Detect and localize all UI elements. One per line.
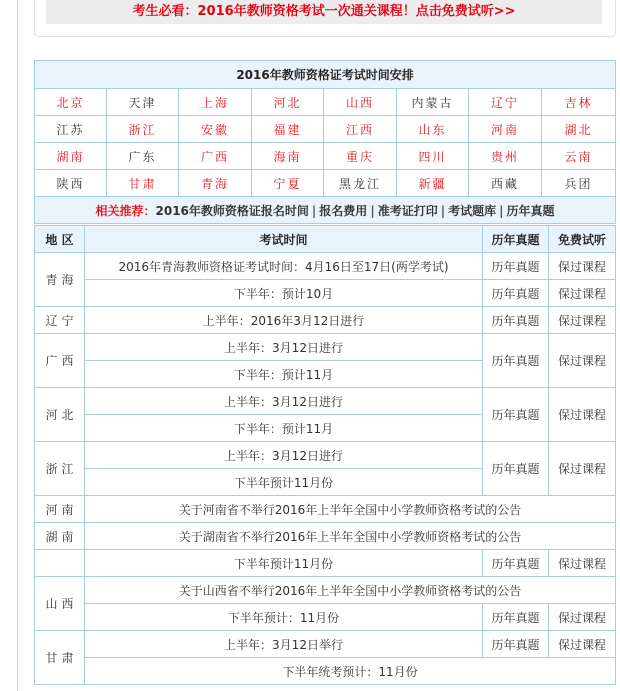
table-row — [35, 280, 616, 307]
city-row — [35, 170, 616, 197]
region-link[interactable]: 云南 — [542, 143, 616, 170]
exam-time-link[interactable]: 下半年统考预计：11月份 — [85, 658, 616, 685]
course-link[interactable]: 保过课程 — [549, 280, 616, 307]
exam-time-link[interactable]: 上半年：3月12日进行 — [85, 388, 483, 415]
region-henan: 河南 — [35, 496, 85, 523]
region-hebei: 河北 — [35, 388, 85, 442]
past-papers-link[interactable]: 历年真题 — [483, 442, 549, 496]
region-link[interactable]: 青海 — [179, 170, 252, 197]
exam-time-link[interactable]: 下半年预计：11月份 — [85, 604, 483, 631]
table-row — [35, 577, 616, 604]
exam-time-link[interactable]: 上半年：3月12日进行 — [85, 442, 483, 469]
region-link[interactable]: 西藏 — [469, 170, 542, 197]
past-papers-link[interactable]: 历年真题 — [483, 604, 549, 631]
region-link[interactable]: 重庆 — [324, 143, 397, 170]
course-link[interactable]: 保过课程 — [549, 307, 616, 334]
region-guangxi: 广西 — [35, 334, 85, 388]
region-link[interactable]: 贵州 — [469, 143, 542, 170]
table-row — [35, 604, 616, 631]
table-row — [35, 523, 616, 550]
recommend-link[interactable]: 准考证打印 — [377, 203, 438, 218]
exam-time-link[interactable]: 2016年青海教师资格证考试时间：4月16日至17日(两学考试) — [85, 253, 483, 280]
region-link[interactable]: 北京 — [35, 89, 107, 116]
city-row — [35, 143, 616, 170]
region-zhejiang: 浙江 — [35, 442, 85, 496]
course-link[interactable]: 保过课程 — [549, 388, 616, 442]
link-separator: | — [440, 203, 446, 218]
table-row — [35, 496, 616, 523]
recommend-link[interactable]: 报名费用 — [319, 203, 368, 218]
recommend-link[interactable]: 考试题库 — [448, 203, 497, 218]
exam-time-link[interactable]: 下半年：预计11月 — [85, 415, 483, 442]
recommend-row — [35, 197, 616, 224]
free-trial-banner[interactable]: 考生必看：2016年教师资格考试一次通关课程！点击免费试听>> — [46, 0, 602, 24]
link-separator: | — [370, 203, 375, 218]
past-papers-link[interactable]: 历年真题 — [483, 280, 549, 307]
region-link[interactable]: 新疆 — [397, 170, 469, 197]
region-link[interactable]: 海南 — [252, 143, 324, 170]
exam-time-link[interactable]: 上半年：3月12日举行 — [85, 631, 483, 658]
table-row — [35, 388, 616, 415]
past-papers-link[interactable]: 历年真题 — [483, 550, 549, 577]
exam-time-link[interactable]: 下半年预计11月份 — [85, 469, 483, 496]
region-link[interactable]: 天津 — [107, 89, 179, 116]
announcement-link[interactable]: 关于山西省不举行2016年上半年全国中小学教师资格考试的公告 — [85, 577, 616, 604]
table-row — [35, 307, 616, 334]
region-link[interactable]: 四川 — [397, 143, 469, 170]
course-link[interactable]: 保过课程 — [549, 334, 616, 388]
table-header-row — [35, 226, 616, 253]
region-link[interactable]: 江苏 — [35, 116, 107, 143]
region-empty-cell — [35, 550, 85, 577]
region-link[interactable]: 山东 — [397, 116, 469, 143]
exam-time-link[interactable]: 下半年：预计10月 — [85, 280, 483, 307]
exam-time-link[interactable]: 下半年：预计11月 — [85, 361, 483, 388]
exam-time-table — [34, 225, 616, 685]
schedule-title: 2016年教师资格证考试时间安排 — [35, 61, 616, 89]
region-link[interactable]: 上海 — [179, 89, 252, 116]
city-row — [35, 116, 616, 143]
header-exam-time: 考试时间 — [85, 226, 483, 253]
table-row — [35, 253, 616, 280]
region-link[interactable]: 广西 — [179, 143, 252, 170]
region-link[interactable]: 安徽 — [179, 116, 252, 143]
exam-time-link[interactable]: 上半年：2016年3月12日进行 — [85, 307, 483, 334]
recommend-label: 相关推荐： — [95, 203, 156, 218]
announcement-link[interactable]: 关于河南省不举行2016年上半年全国中小学教师资格考试的公告 — [85, 496, 616, 523]
past-papers-link[interactable]: 历年真题 — [483, 307, 549, 334]
region-link[interactable]: 兵团 — [542, 170, 616, 197]
course-link[interactable]: 保过课程 — [549, 604, 616, 631]
region-link[interactable]: 浙江 — [107, 116, 179, 143]
header-free-trial: 免费试听 — [549, 226, 616, 253]
exam-time-link[interactable]: 下半年预计11月份 — [85, 550, 483, 577]
region-link[interactable]: 黑龙江 — [324, 170, 397, 197]
region-gansu: 甘肃 — [35, 631, 85, 685]
left-border-rule — [17, 0, 18, 691]
table-row — [35, 442, 616, 469]
region-shanxi: 山西 — [35, 577, 85, 631]
region-link[interactable]: 湖北 — [542, 116, 616, 143]
region-link[interactable]: 内蒙古 — [397, 89, 469, 116]
region-link[interactable]: 河南 — [469, 116, 542, 143]
header-region: 地 区 — [35, 226, 85, 253]
announcement-link[interactable]: 关于湖南省不举行2016年上半年全国中小学教师资格考试的公告 — [85, 523, 616, 550]
table-row — [35, 658, 616, 685]
link-separator: | — [499, 203, 504, 218]
region-link[interactable]: 山西 — [324, 89, 397, 116]
course-link[interactable]: 保过课程 — [549, 253, 616, 280]
recommend-link[interactable]: 历年真题 — [506, 203, 555, 218]
related-recommendations — [35, 197, 616, 224]
exam-time-link[interactable]: 上半年：3月12日进行 — [85, 334, 483, 361]
recommend-link[interactable]: 2016年教师资格证报名时间 — [155, 203, 309, 218]
region-link[interactable]: 辽宁 — [469, 89, 542, 116]
course-link[interactable]: 保过课程 — [549, 442, 616, 496]
region-liaoning: 辽宁 — [35, 307, 85, 334]
city-row — [35, 89, 616, 116]
region-link[interactable]: 甘肃 — [107, 170, 179, 197]
schedule-region-table — [34, 60, 616, 224]
past-papers-link[interactable]: 历年真题 — [483, 334, 549, 388]
region-qinghai: 青海 — [35, 253, 85, 307]
past-papers-link[interactable]: 历年真题 — [483, 253, 549, 280]
course-link[interactable]: 保过课程 — [549, 550, 616, 577]
region-link[interactable]: 陕西 — [35, 170, 107, 197]
past-papers-link[interactable]: 历年真题 — [483, 388, 549, 442]
region-link[interactable]: 宁夏 — [252, 170, 324, 197]
link-separator: | — [311, 203, 317, 218]
table-row — [35, 550, 616, 577]
region-link[interactable]: 河北 — [252, 89, 324, 116]
table-row — [35, 631, 616, 658]
header-past-papers: 历年真题 — [483, 226, 549, 253]
past-papers-link[interactable]: 历年真题 — [483, 631, 549, 658]
region-link[interactable]: 湖南 — [35, 143, 107, 170]
course-link[interactable]: 保过课程 — [549, 631, 616, 658]
region-link[interactable]: 吉林 — [542, 89, 616, 116]
region-link[interactable]: 福建 — [252, 116, 324, 143]
table-row — [35, 334, 616, 361]
region-link[interactable]: 广东 — [107, 143, 179, 170]
region-link[interactable]: 江西 — [324, 116, 397, 143]
region-hunan: 湖南 — [35, 523, 85, 550]
